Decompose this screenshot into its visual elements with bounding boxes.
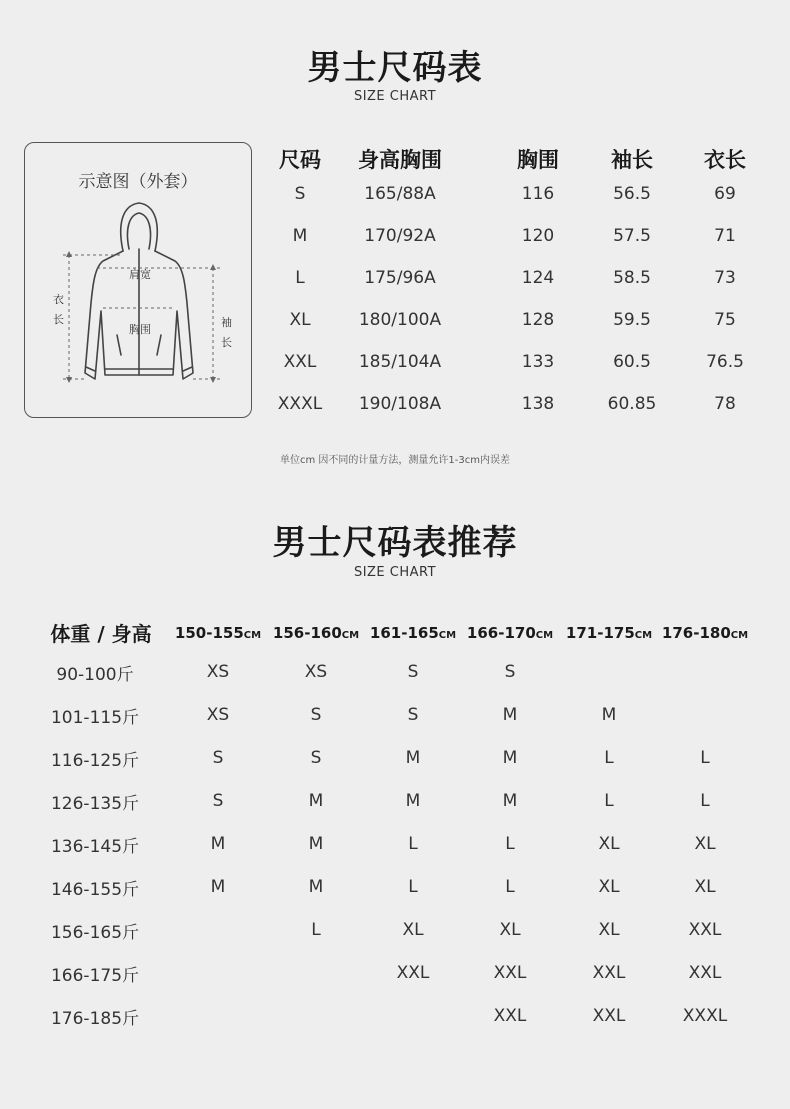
height-unit: CM — [341, 630, 360, 641]
size-table-header: 胸围 — [517, 148, 559, 172]
recommended-size: M — [308, 877, 324, 897]
size-table-cell: 58.5 — [613, 268, 651, 288]
height-range-value: 166-170 — [466, 624, 536, 642]
recommended-size: M — [308, 791, 324, 811]
size-table-cell: 133 — [521, 352, 555, 372]
recommended-size: XS — [304, 662, 328, 682]
hooded-jacket-icon — [25, 143, 253, 419]
weight-range: 176-185斤 — [50, 1009, 140, 1029]
size-table-header: 身高胸围 — [358, 148, 442, 172]
height-unit: CM — [535, 630, 554, 641]
size-table-cell: 116 — [521, 184, 555, 204]
size-table-cell: 71 — [714, 226, 736, 246]
size-table-cell: M — [292, 226, 308, 246]
recommended-size: L — [505, 834, 515, 854]
recommended-size: L — [408, 877, 418, 897]
recommended-size: XL — [598, 877, 620, 897]
recommended-size: XL — [402, 920, 424, 940]
height-range-header — [559, 624, 659, 642]
height-range-value: 150-155 — [174, 624, 244, 642]
weight-range: 156-165斤 — [50, 923, 140, 943]
recommended-size: XXL — [688, 920, 722, 940]
size-table-cell: 190/108A — [358, 394, 442, 414]
size-table-cell: 60.5 — [613, 352, 651, 372]
size-table-cell: 180/100A — [358, 310, 442, 330]
length-label-2: 长 — [53, 313, 64, 326]
recommended-size: XXL — [592, 963, 626, 983]
size-table-cell: 73 — [714, 268, 736, 288]
size-chart-subtitle: SIZE CHART — [353, 89, 437, 104]
height-unit: CM — [730, 630, 749, 641]
weight-range: 90-100斤 — [56, 665, 134, 685]
recommended-size: S — [310, 748, 322, 768]
recommended-size: L — [505, 877, 515, 897]
size-table-cell: 138 — [521, 394, 555, 414]
height-unit: CM — [634, 630, 653, 641]
height-range-header — [460, 624, 560, 642]
recommended-size: M — [502, 748, 518, 768]
shoulder-label: 肩宽 — [129, 268, 151, 281]
recommended-size: XL — [694, 834, 716, 854]
sleeve-label-1: 袖 — [221, 316, 232, 329]
recommended-size: XL — [694, 877, 716, 897]
recommended-size: S — [504, 662, 516, 682]
size-table-cell: 59.5 — [613, 310, 651, 330]
weight-range: 136-145斤 — [50, 837, 140, 857]
size-table-header: 衣长 — [704, 148, 746, 172]
recommended-size: XXL — [396, 963, 430, 983]
recommended-size: L — [604, 748, 614, 768]
size-table-cell: XL — [289, 310, 311, 330]
height-range-value: 156-160 — [272, 624, 342, 642]
size-table-cell: 56.5 — [613, 184, 651, 204]
diagram-caption: 示意图（外套） — [78, 172, 198, 192]
recommended-size: XXL — [592, 1006, 626, 1026]
size-table-cell: 165/88A — [364, 184, 436, 204]
weight-range: 116-125斤 — [50, 751, 140, 771]
recommended-size: L — [408, 834, 418, 854]
size-table-cell: 128 — [521, 310, 555, 330]
size-table-cell: 57.5 — [613, 226, 651, 246]
recommended-size: S — [310, 705, 322, 725]
size-table-header: 袖长 — [611, 148, 653, 172]
recommended-size: M — [308, 834, 324, 854]
recommended-size: XL — [598, 920, 620, 940]
recommended-size: XL — [598, 834, 620, 854]
recommended-size: M — [210, 834, 226, 854]
size-table-cell: 185/104A — [358, 352, 442, 372]
size-table-cell: 69 — [714, 184, 736, 204]
height-unit: CM — [243, 630, 262, 641]
size-table-cell: 170/92A — [364, 226, 436, 246]
size-table-cell: 124 — [521, 268, 555, 288]
size-table-cell: S — [294, 184, 306, 204]
recommended-size: L — [700, 791, 710, 811]
weight-range: 146-155斤 — [50, 880, 140, 900]
size-table-cell: 175/96A — [364, 268, 436, 288]
size-table-cell: 60.85 — [607, 394, 657, 414]
height-range-value: 161-165 — [369, 624, 439, 642]
recommended-size: M — [405, 748, 421, 768]
size-table-cell: 75 — [714, 310, 736, 330]
recommended-size: S — [407, 662, 419, 682]
weight-range: 126-135斤 — [50, 794, 140, 814]
height-range-value: 176-180 — [661, 624, 731, 642]
size-chart-title: 男士尺码表 — [307, 48, 483, 88]
recommended-size: M — [405, 791, 421, 811]
chest-label: 胸围 — [129, 323, 151, 336]
height-range-value: 171-175 — [565, 624, 635, 642]
jacket-diagram — [24, 142, 252, 418]
recommended-size: XXL — [688, 963, 722, 983]
weight-range: 166-175斤 — [50, 966, 140, 986]
recommended-size: XXL — [493, 963, 527, 983]
size-table-cell: 78 — [714, 394, 736, 414]
recommendation-subtitle: SIZE CHART — [353, 565, 437, 580]
recommended-size: XXXL — [682, 1006, 728, 1026]
recommended-size: M — [601, 705, 617, 725]
recommended-size: L — [700, 748, 710, 768]
height-range-header — [168, 624, 268, 642]
size-table-cell: L — [295, 268, 305, 288]
weight-range: 101-115斤 — [50, 708, 140, 728]
recommended-size: L — [604, 791, 614, 811]
recommended-size: M — [210, 877, 226, 897]
recommended-size: XS — [206, 662, 230, 682]
recommended-size: S — [407, 705, 419, 725]
size-table-cell: 76.5 — [706, 352, 744, 372]
size-table-cell: XXXL — [277, 394, 323, 414]
recommended-size: S — [212, 748, 224, 768]
recommended-size: XL — [499, 920, 521, 940]
height-unit: CM — [438, 630, 457, 641]
recommended-size: L — [311, 920, 321, 940]
height-range-header — [655, 624, 755, 642]
recommended-size: XS — [206, 705, 230, 725]
recommended-size: M — [502, 705, 518, 725]
recommended-size: M — [502, 791, 518, 811]
sleeve-label-2: 长 — [221, 336, 232, 349]
recommended-size: XXL — [493, 1006, 527, 1026]
size-table-cell: XXL — [283, 352, 317, 372]
height-range-header — [363, 624, 463, 642]
measurement-note: 单位cm 因不同的计量方法，测量允许1-3cm内误差 — [280, 455, 510, 466]
size-table-header: 尺码 — [279, 148, 321, 172]
weight-height-header: 体重 / 身高 — [50, 622, 152, 646]
size-table-cell: 120 — [521, 226, 555, 246]
length-label-1: 衣 — [53, 293, 64, 306]
height-range-header — [266, 624, 366, 642]
recommendation-title: 男士尺码表推荐 — [272, 523, 518, 563]
recommended-size: S — [212, 791, 224, 811]
